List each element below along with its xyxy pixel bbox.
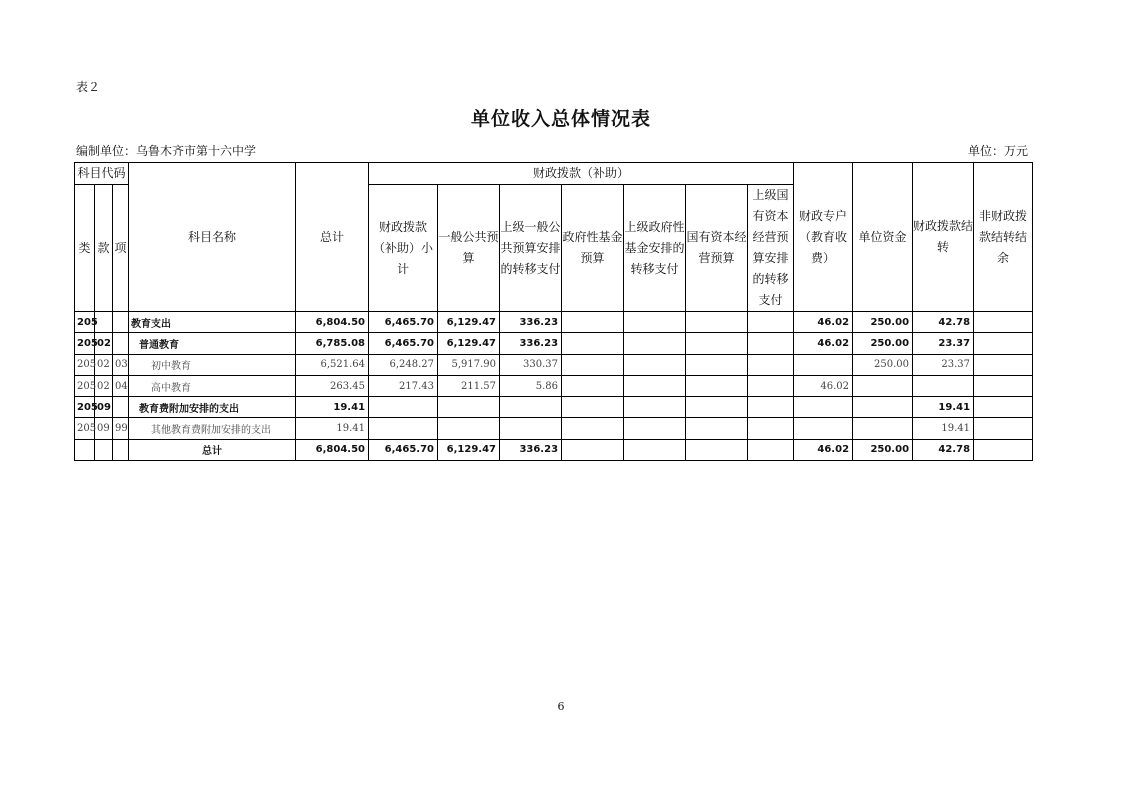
page-title: 单位收入总体情况表 [470, 108, 651, 130]
cell-general: 6,129.47 [438, 312, 500, 333]
header-upper-general-transfer: 上级一般公共预算安排的转移支付 [500, 185, 562, 312]
table-row [75, 375, 1033, 396]
cell-upper-general [500, 418, 562, 439]
cell-lei: 205 [75, 397, 95, 418]
cell-upper-state-capital [748, 375, 794, 396]
header-kuan: 款 [95, 185, 113, 312]
table-row [75, 418, 1033, 439]
cell-subtotal: 217.43 [369, 375, 438, 396]
cell-kuan: 02 [95, 354, 113, 375]
cell-upper-general [500, 397, 562, 418]
cell-upper-general: 330.37 [500, 354, 562, 375]
cell-kuan: 02 [95, 333, 113, 354]
cell-special: 46.02 [794, 312, 853, 333]
cell-fiscal-carry [913, 375, 974, 396]
header-unit-funds: 单位资金 [853, 163, 913, 312]
table-row [75, 354, 1033, 375]
cell-lei: 205 [75, 354, 95, 375]
cell-general: 6,129.47 [438, 439, 500, 460]
cell-nonfiscal-carry [974, 333, 1033, 354]
cell-special [794, 418, 853, 439]
table-row [75, 312, 1033, 333]
cell-gov-fund [562, 312, 624, 333]
cell-nonfiscal-carry [974, 439, 1033, 460]
cell-special [794, 354, 853, 375]
cell-special: 46.02 [794, 375, 853, 396]
cell-unit-funds: 250.00 [853, 312, 913, 333]
cell-fiscal-carry: 19.41 [913, 418, 974, 439]
cell-lei: 205 [75, 312, 95, 333]
cell-state-capital [686, 375, 748, 396]
cell-upper-gov-fund [624, 439, 686, 460]
cell-subtotal: 6,248.27 [369, 354, 438, 375]
total-label: 总计 [129, 439, 296, 460]
cell-state-capital [686, 312, 748, 333]
currency-unit: 单位：万元 [967, 144, 1028, 158]
cell-xiang [113, 333, 129, 354]
cell-total: 6,785.08 [296, 333, 369, 354]
cell-nonfiscal-carry [974, 418, 1033, 439]
cell-general: 6,129.47 [438, 333, 500, 354]
cell-gov-fund [562, 375, 624, 396]
cell-upper-gov-fund [624, 397, 686, 418]
header-nonfiscal-carryover: 非财政拨款结转结余 [974, 163, 1033, 312]
cell-upper-state-capital [748, 354, 794, 375]
cell-upper-gov-fund [624, 312, 686, 333]
header-lei: 类 [75, 185, 95, 312]
cell-unit-funds: 250.00 [853, 439, 913, 460]
header-fiscal-carryover: 财政拨款结转 [913, 163, 974, 312]
cell-fiscal-carry: 23.37 [913, 333, 974, 354]
header-upper-state-capital-transfer: 上级国有资本经营预算安排的转移支付 [748, 185, 794, 312]
cell-upper-general: 336.23 [500, 333, 562, 354]
cell-gov-fund [562, 354, 624, 375]
cell-total: 6,804.50 [296, 439, 369, 460]
cell-total: 19.41 [296, 418, 369, 439]
cell-upper-state-capital [748, 333, 794, 354]
cell-name: 普通教育 [129, 333, 296, 354]
header-general-budget: 一般公共预算 [438, 185, 500, 312]
cell-kuan: 09 [95, 418, 113, 439]
cell-nonfiscal-carry [974, 312, 1033, 333]
cell-gov-fund [562, 397, 624, 418]
cell-gov-fund [562, 418, 624, 439]
cell-xiang: 99 [113, 418, 129, 439]
header-code-group: 科目代码 [75, 163, 129, 185]
income-table [74, 162, 1033, 461]
cell-lei: 205 [75, 375, 95, 396]
cell-upper-general: 336.23 [500, 312, 562, 333]
cell-gov-fund [562, 333, 624, 354]
header-total: 总计 [296, 163, 369, 312]
header-fiscal-subtotal: 财政拨款（补助）小计 [369, 185, 438, 312]
cell-upper-general: 336.23 [500, 439, 562, 460]
cell-upper-gov-fund [624, 418, 686, 439]
cell-name: 其他教育费附加安排的支出 [129, 418, 296, 439]
cell-state-capital [686, 439, 748, 460]
cell-state-capital [686, 354, 748, 375]
cell-general: 5,917.90 [438, 354, 500, 375]
cell-nonfiscal-carry [974, 354, 1033, 375]
cell-state-capital [686, 418, 748, 439]
cell-special: 46.02 [794, 439, 853, 460]
total-row [75, 439, 1033, 460]
cell-xiang [113, 397, 129, 418]
cell-lei: 205 [75, 333, 95, 354]
cell-subtotal: 6,465.70 [369, 439, 438, 460]
cell-name: 教育支出 [129, 312, 296, 333]
header-special-edu-fee: 财政专户（教育收费） [794, 163, 853, 312]
cell-xiang: 03 [113, 354, 129, 375]
cell-special: 46.02 [794, 333, 853, 354]
cell-fiscal-carry: 42.78 [913, 312, 974, 333]
cell-fiscal-carry: 23.37 [913, 354, 974, 375]
header-xiang: 项 [113, 185, 129, 312]
cell-subtotal [369, 397, 438, 418]
cell-special [794, 397, 853, 418]
cell-xiang: 04 [113, 375, 129, 396]
cell-name: 初中教育 [129, 354, 296, 375]
cell-lei: 205 [75, 418, 95, 439]
cell-xiang [113, 439, 129, 460]
cell-gov-fund [562, 439, 624, 460]
cell-unit-funds [853, 397, 913, 418]
cell-total: 263.45 [296, 375, 369, 396]
cell-upper-state-capital [748, 418, 794, 439]
cell-unit-funds [853, 418, 913, 439]
page-number: 6 [557, 700, 565, 713]
cell-name: 教育费附加安排的支出 [129, 397, 296, 418]
header-fiscal-group: 财政拨款（补助） [369, 163, 794, 185]
table-row [75, 397, 1033, 418]
header-upper-gov-fund-transfer: 上级政府性基金安排的转移支付 [624, 185, 686, 312]
cell-xiang [113, 312, 129, 333]
cell-general [438, 397, 500, 418]
cell-name: 高中教育 [129, 375, 296, 396]
cell-upper-state-capital [748, 439, 794, 460]
cell-upper-gov-fund [624, 333, 686, 354]
cell-state-capital [686, 397, 748, 418]
header-name: 科目名称 [129, 163, 296, 312]
cell-fiscal-carry: 42.78 [913, 439, 974, 460]
cell-nonfiscal-carry [974, 375, 1033, 396]
cell-state-capital [686, 333, 748, 354]
cell-kuan: 02 [95, 375, 113, 396]
cell-upper-state-capital [748, 312, 794, 333]
cell-subtotal [369, 418, 438, 439]
cell-unit-funds: 250.00 [853, 354, 913, 375]
cell-subtotal: 6,465.70 [369, 312, 438, 333]
cell-upper-general: 5.86 [500, 375, 562, 396]
cell-subtotal: 6,465.70 [369, 333, 438, 354]
cell-unit-funds: 250.00 [853, 333, 913, 354]
cell-total: 6,804.50 [296, 312, 369, 333]
cell-upper-gov-fund [624, 375, 686, 396]
cell-upper-gov-fund [624, 354, 686, 375]
header-gov-fund: 政府性基金预算 [562, 185, 624, 312]
cell-fiscal-carry: 19.41 [913, 397, 974, 418]
header-state-capital: 国有资本经营预算 [686, 185, 748, 312]
cell-unit-funds [853, 375, 913, 396]
cell-lei [75, 439, 95, 460]
compiling-unit: 编制单位：乌鲁木齐市第十六中学 [76, 144, 257, 158]
cell-general [438, 418, 500, 439]
cell-total: 6,521.64 [296, 354, 369, 375]
table-row [75, 333, 1033, 354]
cell-nonfiscal-carry [974, 397, 1033, 418]
cell-total: 19.41 [296, 397, 369, 418]
cell-general: 211.57 [438, 375, 500, 396]
cell-upper-state-capital [748, 397, 794, 418]
cell-kuan [95, 439, 113, 460]
table-number: 表２ [76, 80, 101, 94]
cell-kuan: 09 [95, 397, 113, 418]
